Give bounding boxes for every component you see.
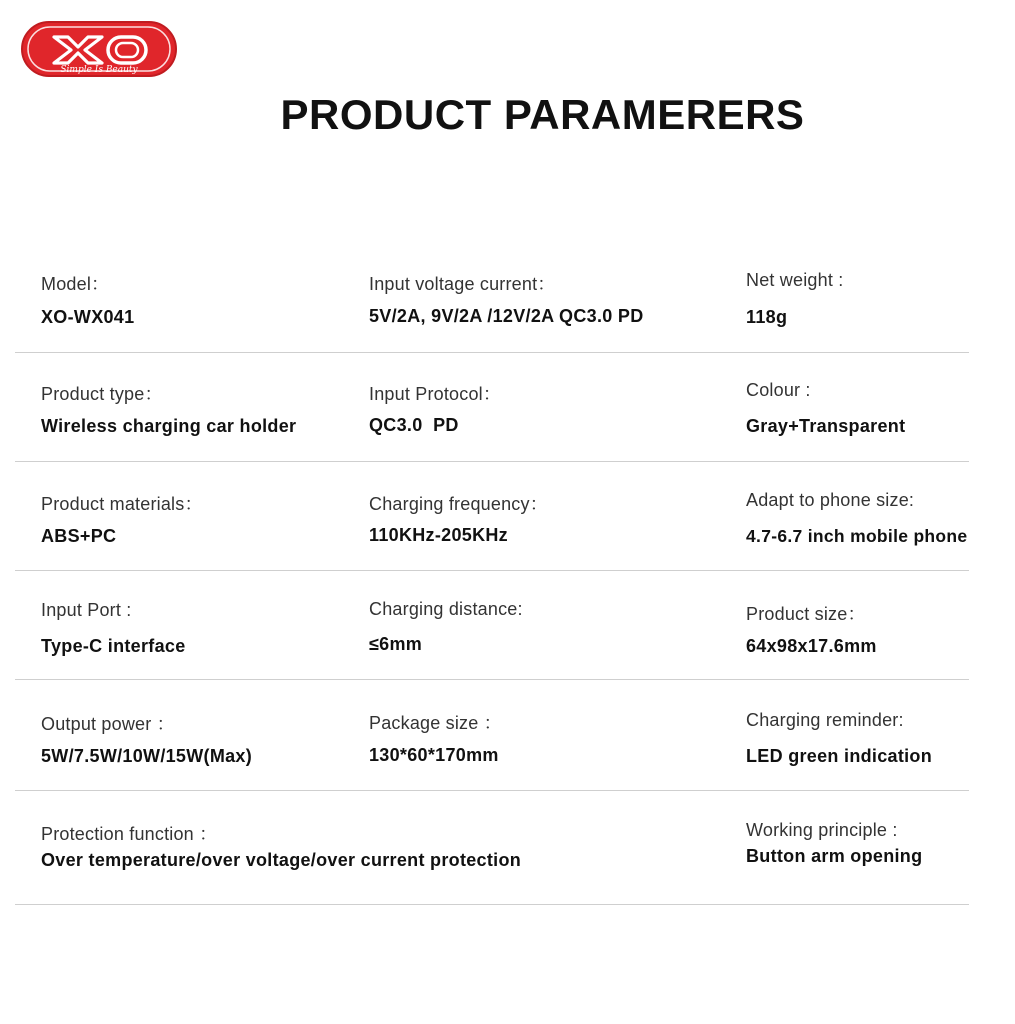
net-weight-label: Net weight : — [746, 270, 844, 290]
input-voltage-label: Input voltage current： — [369, 274, 556, 294]
charging-frequency-value: 110KHz-205KHz — [369, 525, 508, 545]
model-label: Model： — [41, 274, 110, 294]
row-divider — [15, 904, 969, 905]
svg-text:Simple Is Beauty: Simple Is Beauty — [60, 65, 138, 75]
row-divider — [15, 679, 969, 680]
product-type-value: Wireless charging car holder — [41, 416, 297, 436]
charging-reminder-label: Charging reminder: — [746, 710, 904, 730]
charging-distance-value: ≤6mm — [369, 634, 423, 654]
protection-label: Protection function ： — [41, 824, 218, 844]
working-principle-value: Button arm opening — [746, 846, 923, 866]
product-size-label: Product size： — [746, 604, 866, 624]
input-protocol-value: QC3.0 PD — [369, 415, 459, 435]
product-type-label: Product type： — [41, 384, 163, 404]
net-weight-value: 118g — [746, 307, 788, 327]
product-size-value: 64x98x17.6mm — [746, 636, 877, 656]
charging-frequency-label: Charging frequency： — [369, 494, 548, 514]
output-power-label: Output power ： — [41, 714, 175, 734]
row-divider — [15, 790, 969, 791]
package-size-label: Package size ： — [369, 713, 502, 733]
row-divider — [15, 461, 969, 462]
row-divider — [15, 352, 969, 353]
colour-label: Colour : — [746, 380, 811, 400]
materials-value: ABS+PC — [41, 526, 117, 546]
input-port-value: Type-C interface — [41, 636, 186, 656]
colour-value: Gray+Transparent — [746, 416, 906, 436]
row-divider — [15, 570, 969, 571]
phone-size-value: 4.7-6.7 inch mobile phone — [746, 526, 968, 546]
working-principle-label: Working principle : — [746, 820, 898, 840]
package-size-value: 130*60*170mm — [369, 745, 499, 765]
charging-reminder-value: LED green indication — [746, 746, 933, 766]
charging-distance-label: Charging distance: — [369, 599, 523, 619]
input-protocol-label: Input Protocol： — [369, 384, 502, 404]
input-voltage-value: 5V/2A, 9V/2A /12V/2A QC3.0 PD — [369, 306, 644, 326]
model-value: XO-WX041 — [41, 307, 135, 327]
output-power-value: 5W/7.5W/10W/15W(Max) — [41, 746, 253, 766]
protection-value: Over temperature/over voltage/over current protection — [41, 850, 522, 870]
page-title: PRODUCT PARAMERERS — [280, 91, 805, 138]
materials-label: Product materials： — [41, 494, 203, 514]
input-port-label: Input Port : — [41, 600, 132, 620]
phone-size-label: Adapt to phone size: — [746, 490, 915, 510]
